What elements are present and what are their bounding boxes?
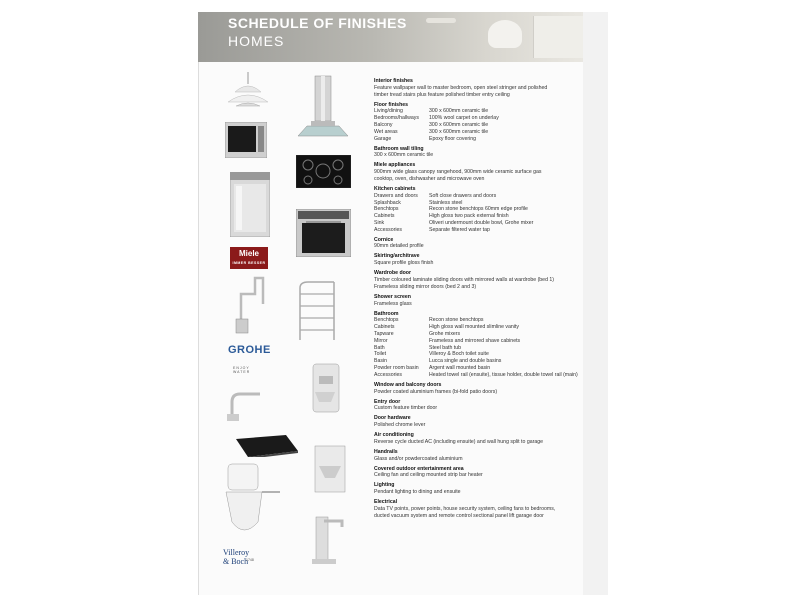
section-title: Miele appliances <box>374 162 416 169</box>
section-text: Frameless glass <box>374 300 412 307</box>
finish-spec: Epoxy floor covering <box>429 135 476 142</box>
finish-item: Bedrooms/hallways <box>374 115 419 122</box>
finish-section <box>374 466 584 480</box>
finish-row <box>374 365 584 372</box>
finish-spec: Villeroy & Boch toilet suite <box>429 351 489 358</box>
finish-item: Splashback <box>374 199 401 206</box>
finish-item: Balcony <box>374 121 393 128</box>
finish-row <box>374 338 584 345</box>
page-subtitle: HOMES <box>228 33 285 49</box>
finish-item: Benchtops <box>374 317 399 324</box>
finish-item: Wet areas <box>374 128 398 135</box>
section-title: Electrical <box>374 499 398 506</box>
page-header <box>198 12 583 62</box>
finish-section <box>374 162 584 182</box>
section-text: Custom feature timber door <box>374 405 438 412</box>
finish-row <box>374 129 584 136</box>
finish-row <box>374 200 584 207</box>
finish-spec: Separate filtered water tap <box>429 226 490 233</box>
finish-row <box>374 358 584 365</box>
finish-item: Sink <box>374 219 385 226</box>
finish-section <box>374 186 584 234</box>
grohe-logo: GROHE <box>228 344 271 356</box>
finish-item: Drawers and doors <box>374 192 418 199</box>
finish-row <box>374 331 584 338</box>
section-title: Lighting <box>374 482 395 489</box>
finish-spec: Recon stone benchtops 60mm edge profile <box>429 206 528 213</box>
finish-item: Toilet <box>374 351 387 358</box>
section-title: Covered outdoor entertainment area <box>374 465 464 472</box>
finish-section <box>374 253 584 267</box>
wall-mixer-icon <box>313 444 348 494</box>
finish-spec: Steel bath tub <box>429 344 462 351</box>
finish-spec: Soft close drawers and doors <box>429 192 497 199</box>
finish-section <box>374 449 584 463</box>
finish-item: Accessories <box>374 226 402 233</box>
finish-section <box>374 482 584 496</box>
finish-row <box>374 108 584 115</box>
finish-section <box>374 146 584 160</box>
finishes-list <box>374 78 584 523</box>
finish-item: Mirror <box>374 337 388 344</box>
section-text: cooktop, oven, dishwasher and microwave oven <box>374 175 485 182</box>
section-title: Interior finishes <box>374 78 413 84</box>
finish-row <box>374 220 584 227</box>
benchtop-icon <box>236 435 298 457</box>
finish-spec: 300 x 600mm ceramic tile <box>429 108 489 115</box>
finish-section <box>374 399 584 413</box>
basin-tap-icon <box>308 507 348 567</box>
finish-spec: 100% wool carpet on underlay <box>429 115 499 122</box>
finish-section <box>374 270 584 290</box>
finish-section <box>374 78 584 98</box>
finish-row <box>374 317 584 324</box>
rangehood-icon <box>293 74 353 139</box>
villeroy-boch-year: 1748 <box>246 558 254 562</box>
section-text: 900mm wide glass canopy rangehood, 900mm wide ceramic surface gas <box>374 169 542 176</box>
section-title: Skirting/architrave <box>374 253 420 260</box>
finish-section <box>374 311 584 379</box>
finish-spec: Heated towel rail (ensuite), tissue holder, double towel rail (main) <box>429 371 578 378</box>
finish-row <box>374 324 584 331</box>
section-text: Data TV points, power points, house security system, ceiling fans to bedrooms, <box>374 506 556 513</box>
finish-row <box>374 213 584 220</box>
section-text: Ceiling fan and ceiling mounted strip bar heater <box>374 472 483 479</box>
section-text: Frameless sliding mirror doors (bed 2 and 3) <box>374 283 477 290</box>
header-cabinet-decoration <box>533 16 583 58</box>
section-text: Reverse cycle ducted AC (including ensuite) and wall hung split to garage <box>374 438 543 445</box>
finish-section <box>374 237 584 251</box>
pendant-light-icon <box>223 72 273 112</box>
section-title: Shower screen <box>374 293 411 300</box>
section-text: timber tread stairs plus feature polished timber entry ceiling <box>374 91 510 98</box>
finish-row <box>374 227 584 234</box>
finish-row <box>374 122 584 129</box>
finish-item: Basin <box>374 358 387 365</box>
section-title: Cornice <box>374 236 394 243</box>
section-title: Door hardware <box>374 415 411 422</box>
finish-spec: Grohe mixers <box>429 330 461 337</box>
finish-spec: 300 x 600mm ceramic tile <box>429 121 489 128</box>
finish-spec: Frameless and mirrored shave cabinets <box>429 337 521 344</box>
section-text: 90mm detailed profile <box>374 243 424 250</box>
section-text: Timber coloured laminate sliding doors with mirrored walls at wardrobe (bed 1) <box>374 277 555 284</box>
finish-spec: Stainless steel <box>429 199 463 206</box>
page-title: SCHEDULE OF FINISHES <box>228 15 407 31</box>
finish-item: Powder room basin <box>374 364 419 371</box>
finish-item: Cabinets <box>374 324 395 331</box>
finish-section <box>374 102 584 143</box>
finish-row <box>374 206 584 213</box>
section-title: Wardrobe door <box>374 270 411 277</box>
finish-spec: High gloss two pack external finish <box>429 213 509 220</box>
section-text: Pendant lighting to dining and ensuite <box>374 489 461 496</box>
dishwasher-icon <box>230 172 270 237</box>
towel-rail-icon <box>294 280 339 342</box>
section-text: Glass and/or powdercoated aluminium <box>374 455 463 462</box>
section-text: ducted vacuum system and remote control sectional panel lift garage door <box>374 512 544 519</box>
finish-item: Cabinets <box>374 213 395 220</box>
finish-section <box>374 415 584 429</box>
oven-icon <box>296 209 351 257</box>
section-title: Bathroom <box>374 310 399 317</box>
finish-spec: Recon stone benchtops <box>429 317 484 324</box>
section-title: Kitchen cabinets <box>374 185 416 192</box>
section-text: Square profile gloss finish <box>374 260 434 267</box>
grohe-tagline: ENJOY WATER <box>233 366 251 374</box>
toilet-roll-holder-icon <box>260 486 282 498</box>
finish-spec: Argent wall mounted basin <box>429 364 491 371</box>
finish-item: Bath <box>374 344 385 351</box>
section-text: Powder coated aluminium frames (bi-fold patio doors) <box>374 388 498 395</box>
finish-section <box>374 432 584 446</box>
kitchen-mixer-icon <box>233 274 268 334</box>
finish-section <box>374 294 584 308</box>
finish-section <box>374 382 584 396</box>
cooktop-icon <box>296 155 351 188</box>
finish-row <box>374 136 584 143</box>
finish-item: Accessories <box>374 371 402 378</box>
header-basin-decoration <box>488 20 522 48</box>
section-title: Floor finishes <box>374 101 409 108</box>
finish-row <box>374 351 584 358</box>
finish-section <box>374 499 584 519</box>
section-title: Entry door <box>374 398 401 405</box>
section-text: 300 x 600mm ceramic tile <box>374 152 434 159</box>
page-edge-shadow <box>583 12 608 595</box>
basin-mixer-icon <box>226 390 264 422</box>
section-title: Handrails <box>374 448 398 455</box>
section-title: Window and balcony doors <box>374 381 442 388</box>
finish-spec: High gloss wall mounted slimline vanity <box>429 324 519 331</box>
section-title: Air conditioning <box>374 432 414 439</box>
section-text: Feature wallpaper wall to master bedroom, open steel stringer and polished <box>374 84 548 91</box>
finish-spec: 300 x 600mm ceramic tile <box>429 128 489 135</box>
brochure-page <box>198 12 608 595</box>
finish-row <box>374 193 584 200</box>
section-title: Bathroom wall tiling <box>374 145 424 152</box>
header-rail-decoration <box>426 18 456 23</box>
shower-mixer-icon <box>311 362 343 414</box>
finish-item: Garage <box>374 135 392 142</box>
finish-item: Tapware <box>374 330 394 337</box>
finish-row <box>374 372 584 379</box>
miele-logo-tagline: IMMER BESSER <box>232 261 266 265</box>
toilet-icon <box>222 462 267 542</box>
miele-logo <box>230 247 268 269</box>
finish-item: Benchtops <box>374 206 399 213</box>
microwave-icon <box>225 122 267 158</box>
finish-row <box>374 115 584 122</box>
finish-spec: Oliveri undermount double bowl, Grohe mixer <box>429 219 534 226</box>
villeroy-boch-logo: Villeroy & Boch <box>223 548 250 566</box>
section-text: Polished chrome lever <box>374 422 426 429</box>
miele-logo-text: Miele <box>238 249 259 258</box>
finish-item: Living/dining <box>374 108 403 115</box>
finish-spec: Lucca single and double basins <box>429 358 502 365</box>
finish-row <box>374 345 584 352</box>
